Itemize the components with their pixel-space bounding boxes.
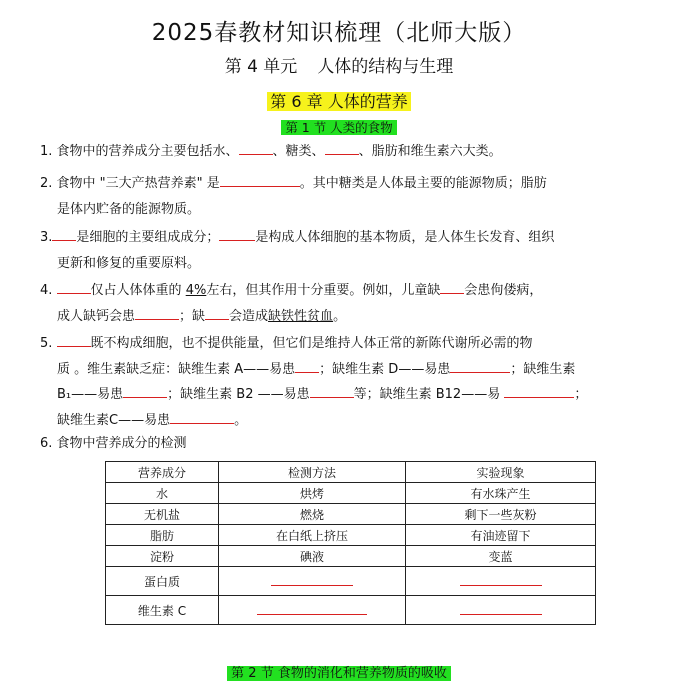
table-cell	[219, 567, 406, 596]
answer-blank	[220, 173, 300, 187]
table-row	[106, 546, 596, 567]
q5-text-i: ；	[574, 387, 588, 402]
table-cell: 有水珠产生	[406, 483, 596, 504]
q5-text-a: 5.	[40, 336, 57, 351]
q4-text-b: 仅占人体体重的	[90, 283, 186, 298]
answer-blank	[504, 384, 574, 398]
question-1	[40, 139, 646, 165]
q4-text-d: 左右，但其作用十分重要。例如，儿童缺	[206, 283, 441, 298]
table-cell: 脂肪	[106, 525, 219, 546]
question-2	[40, 171, 646, 222]
table-cell: 蛋白质	[106, 567, 219, 596]
answer-blank	[239, 141, 273, 155]
q1-text-c: 、脂肪和维生素六大类。	[358, 144, 502, 159]
q5-text-b: 既不构成细胞，也不提供能量，但它们是维持人体正常的新陈代谢所必需的物	[90, 336, 533, 351]
section-label: 第 1 节 人类的食物	[281, 120, 396, 135]
q4-percent: 4%	[185, 283, 207, 298]
q3-text-c: 是构成人体细胞的基本物质，是人体生长发育、组织	[255, 230, 555, 245]
q3-text-b: 是细胞的主要组成成分；	[76, 230, 220, 245]
table-header-row	[106, 462, 596, 483]
q4-text-e: 会患佝偻病，	[464, 283, 543, 298]
q4-text-j: 。	[333, 308, 347, 324]
table-cell: 有油迹留下	[406, 525, 596, 546]
q5-text-j: 缺维生素C——易患	[57, 412, 171, 428]
unit-name: 人体的结构与生理	[317, 57, 454, 77]
table-cell	[406, 567, 596, 596]
table-header: 实验现象	[406, 462, 596, 483]
unit-title	[0, 52, 678, 77]
answer-blank	[460, 602, 542, 615]
q4-text-f: 成人缺钙会患	[57, 308, 136, 324]
question-6	[40, 431, 646, 457]
q4-text-h: 会造成	[229, 308, 269, 324]
unit-label: 第 4 单元	[224, 57, 298, 77]
q6-title: 6. 食物中营养成分的检测	[40, 436, 187, 451]
chapter-heading	[0, 89, 678, 112]
table-cell	[406, 596, 596, 625]
answer-blank	[271, 573, 353, 586]
question-3	[40, 225, 646, 276]
answer-blank	[450, 359, 510, 373]
q5-text-f: B₁——易患	[57, 387, 124, 402]
answer-blank	[295, 359, 319, 373]
section-2-heading	[0, 662, 678, 681]
table-cell: 维生素 C	[106, 596, 219, 625]
section-heading	[0, 118, 678, 136]
answer-blank	[52, 227, 76, 241]
table-cell: 燃烧	[219, 504, 406, 525]
q5-text-c: 质 。维生素缺乏症：缺维生素 A——易患	[57, 361, 296, 377]
q2-text-b: 。其中糖类是人体最主要的能源物质；脂肪	[299, 176, 547, 191]
table-cell: 水	[106, 483, 219, 504]
q5-text-g: ；缺维生素 B2 ——易患	[167, 387, 310, 402]
answer-blank	[135, 306, 179, 320]
answer-blank	[460, 573, 542, 586]
table-cell: 淀粉	[106, 546, 219, 567]
q4-text-a: 4.	[40, 283, 57, 298]
answer-blank	[57, 280, 91, 294]
table-cell: 在白纸上挤压	[219, 525, 406, 546]
table-row	[106, 596, 596, 625]
q4-text-g: ；缺	[179, 308, 206, 324]
q1-text-a: 1. 食物中的营养成分主要包括水、	[40, 144, 239, 159]
q3-text-d: 更新和修复的重要原料。	[57, 255, 201, 271]
table-cell: 剩下一些灰粉	[406, 504, 596, 525]
table-header: 检测方法	[219, 462, 406, 483]
table-row	[106, 567, 596, 596]
table-row	[106, 483, 596, 504]
q2-text-c: 是体内贮备的能源物质。	[57, 201, 201, 217]
answer-blank	[257, 602, 367, 615]
q5-text-k: 。	[234, 412, 248, 428]
table-cell: 变蓝	[406, 546, 596, 567]
q2-text-a: 2. 食物中 "三大产热营养素" 是	[40, 176, 220, 191]
question-4	[40, 278, 646, 329]
chapter-label: 第 6 章 人体的营养	[267, 92, 410, 111]
answer-blank	[170, 410, 234, 424]
detection-table	[105, 461, 596, 625]
answer-blank	[123, 384, 167, 398]
answer-blank	[310, 384, 354, 398]
table-cell: 碘液	[219, 546, 406, 567]
table-row	[106, 504, 596, 525]
section-2-label: 第 2 节 食物的消化和营养物质的吸收	[227, 666, 451, 681]
answer-blank	[57, 333, 91, 347]
table-row	[106, 525, 596, 546]
q5-text-e: ；缺维生素	[510, 361, 576, 377]
question-5	[40, 331, 646, 433]
table-header: 营养成分	[106, 462, 219, 483]
q1-text-b: 、糖类、	[272, 144, 325, 159]
table-cell	[219, 596, 406, 625]
answer-blank	[219, 227, 255, 241]
table-cell: 烘烤	[219, 483, 406, 504]
q5-text-d: ；缺维生素 D——易患	[319, 361, 451, 377]
table-cell: 无机盐	[106, 504, 219, 525]
page-title: 2025春教材知识梳理（北师大版）	[151, 20, 527, 46]
q5-text-h: 等；缺维生素 B12——易	[353, 387, 505, 402]
answer-blank	[205, 306, 229, 320]
q4-anemia: 缺铁性贫血	[268, 308, 334, 324]
answer-blank	[440, 280, 464, 294]
q3-text-a: 3.	[40, 230, 53, 245]
answer-blank	[325, 141, 359, 155]
